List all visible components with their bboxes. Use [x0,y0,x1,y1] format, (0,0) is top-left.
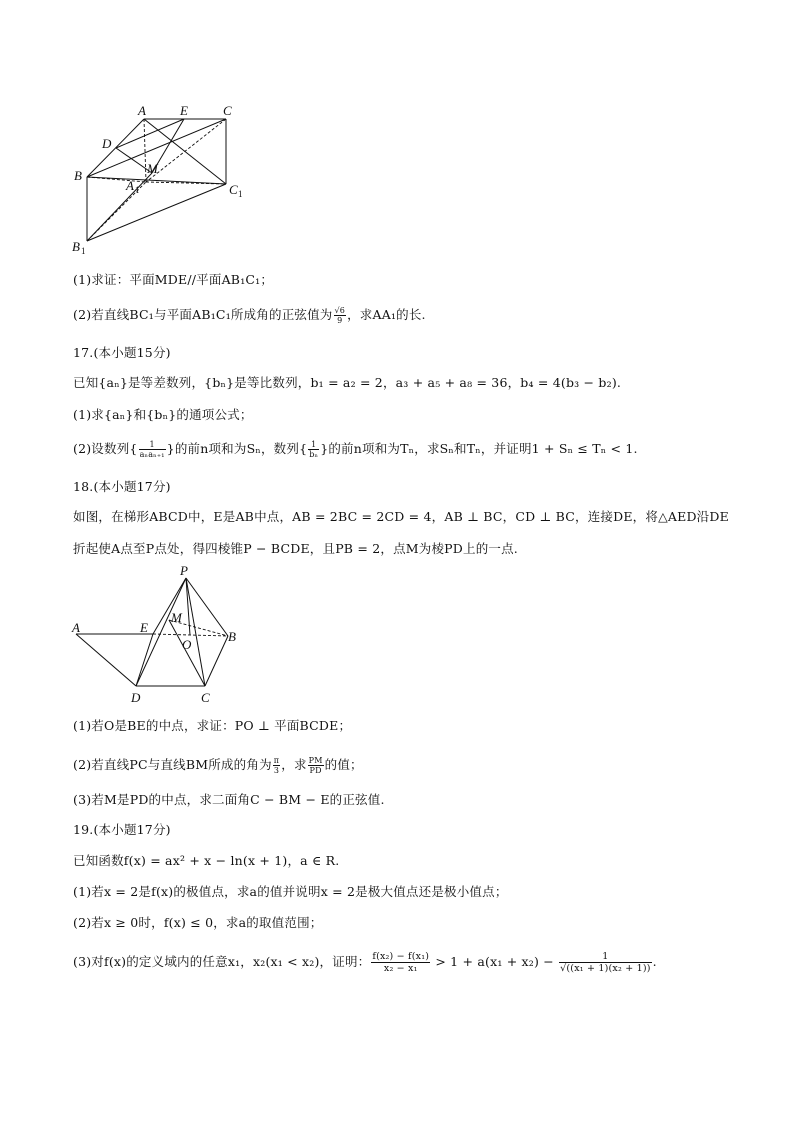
problem18-part2 [73,756,363,775]
label-M: M [147,161,158,176]
label-C1: C [229,182,238,197]
label-C1-sub: 1 [238,189,243,199]
problem17-given: 已知{aₙ}是等差数列，{bₙ}是等比数列，b₁ = a₂ = 2，a₃ + a₅ + a₈ = 36，b₄ = 4(b₃ − b₂). [73,375,622,390]
problem19-part1: (1)若x = 2是f(x)的极值点，求a的值并说明x = 2是极大值点还是极小值点； [73,884,508,899]
edge-P-B [186,578,228,636]
fraction-1-over-anan1 [139,440,166,459]
problem19-part2: (2)若x ≥ 0时，f(x) ≤ 0，求a的取值范围； [73,915,323,930]
problem18-part2-c: 的值； [324,757,363,772]
label-O: O [182,637,192,652]
fraction-denominator: 3 [273,766,280,775]
edge-C-B [205,636,228,686]
fraction-numerator: π [273,756,280,765]
label-B1: B [72,239,80,254]
fraction-numerator: f(x₂) − f(x₁) [372,951,430,962]
problem18-part2-b: ，求 [281,757,307,772]
problem18-part2-a: (2)若直线PC与直线BM所成的角为 [73,757,272,772]
fraction-denominator: x₂ − x₁ [383,963,418,974]
problem18-part1: (1)若O是BE的中点，求证：PO ⊥ 平面BCDE； [73,718,352,733]
edge-B-C1 [87,177,226,184]
pyramid-figure [68,562,248,712]
label-P: P [180,563,188,578]
fraction-pi-over-3 [273,756,280,775]
edge-D-E [136,634,153,686]
label-A: A [72,620,80,635]
problem17-part2: (2)设数列{ $\frac{1}{\text{aₙaₙ₊₁}}$ }的前n项和为Sₙ，数列{ $\frac{1}{\text{bₙ}}$ }的前n项和为Tₙ，求Sₙ和Tₙ，并证明1 + Sₙ ≤ Tₙ < 1. [73,440,638,459]
problem18-given-line1: 如图，在梯形ABCD中，E是AB中点，AB = 2BC = 2CD = 4，AB ⊥ BC，CD ⊥ BC，连接DE，将△AED沿DE [73,509,729,524]
problem17-part2-b: 的前n项和为Sₙ，数列 [174,441,300,456]
label-E: E [140,620,148,635]
fraction-numerator: 1 [559,951,652,963]
problem17-heading: 17.(本小题15分) [73,345,171,360]
fraction-numerator: 1 [139,440,166,450]
label-A: A [138,103,146,118]
edge-B1-M [87,173,152,241]
label-B: B [74,168,82,183]
problem16-part2 [73,306,426,325]
edge-B1-C1 [87,184,226,241]
problem16-part1: (1)求证：平面MDE//平面AB₁C₁； [73,272,274,287]
hidden-edge-C-A1 [146,119,226,182]
label-D: D [102,136,112,151]
label-M: M [171,610,182,625]
problem19-part3 [73,951,657,974]
fraction-denominator: aₙaₙ₊₁ [139,450,165,459]
edge-P-C [186,578,205,686]
fraction-numerator: √6 [334,306,346,315]
edge-A-D [76,634,136,686]
label-A1-sub: 1 [135,185,140,195]
edge-P-E [153,578,186,634]
problem18-heading: 18.(本小题17分) [73,479,171,494]
label-C: C [223,103,232,118]
fraction-pm-over-pd [308,756,324,775]
fraction-denominator: PD [309,766,322,775]
problem18-given-line2: 折起使A点至P点处，得四棱锥P − BCDE，且PB = 2，点M为棱PD上的一点. [73,541,518,556]
fraction-denominator: 9 [337,316,343,325]
problem18-part3: (3)若M是PD的中点，求二面角C − BM − E的正弦值. [73,792,385,807]
label-E: E [180,103,188,118]
fraction-numerator: 1 [308,440,319,450]
problem16-part2-post: ，求AA₁的长. [347,307,426,322]
label-C: C [201,690,210,705]
problem16-part2-pre: (2)若直线BC₁与平面AB₁C₁所成角的正弦值为 [73,307,333,322]
problem19-part3-a: (3)对f(x)的定义域内的任意x₁，x₂(x₁ < x₂)，证明： [73,954,371,969]
prism-figure [60,100,260,260]
problem19-heading: 19.(本小题17分) [73,822,171,837]
edge-B-A [87,119,144,177]
label-B1-sub: 1 [81,246,86,256]
label-A1: A [126,178,134,193]
problem17-part2-a: (2)设数列 [73,441,130,456]
fraction-sqrt6-over-9 [334,306,347,325]
label-D: D [131,690,141,705]
problem17-part2-c: 的前n项和为Tₙ，求Sₙ和Tₙ，并证明1 + Sₙ ≤ Tₙ < 1. [328,441,638,456]
hidden-edge-E-B [153,634,228,636]
label-B: B [228,629,236,644]
problem17-part1: (1)求{aₙ}和{bₙ}的通项公式； [73,407,253,422]
fraction-numerator: PM [308,756,323,765]
hidden-edge-A-A1 [144,119,146,182]
fraction-1-over-sqrt [559,951,652,974]
problem19-part3-b: > 1 + a(x₁ + x₂) − [431,954,559,969]
fraction-denominator: √((x₁ + 1)(x₂ + 1)) [560,963,651,974]
fraction-1-over-bn [308,440,319,459]
problem19-part3-c: . [652,954,657,969]
fraction-difference-quotient [371,951,430,974]
problem19-given: 已知函数f(x) = ax² + x − ln(x + 1)，a ∈ R. [73,853,340,868]
fraction-denominator: bₙ [309,450,319,459]
